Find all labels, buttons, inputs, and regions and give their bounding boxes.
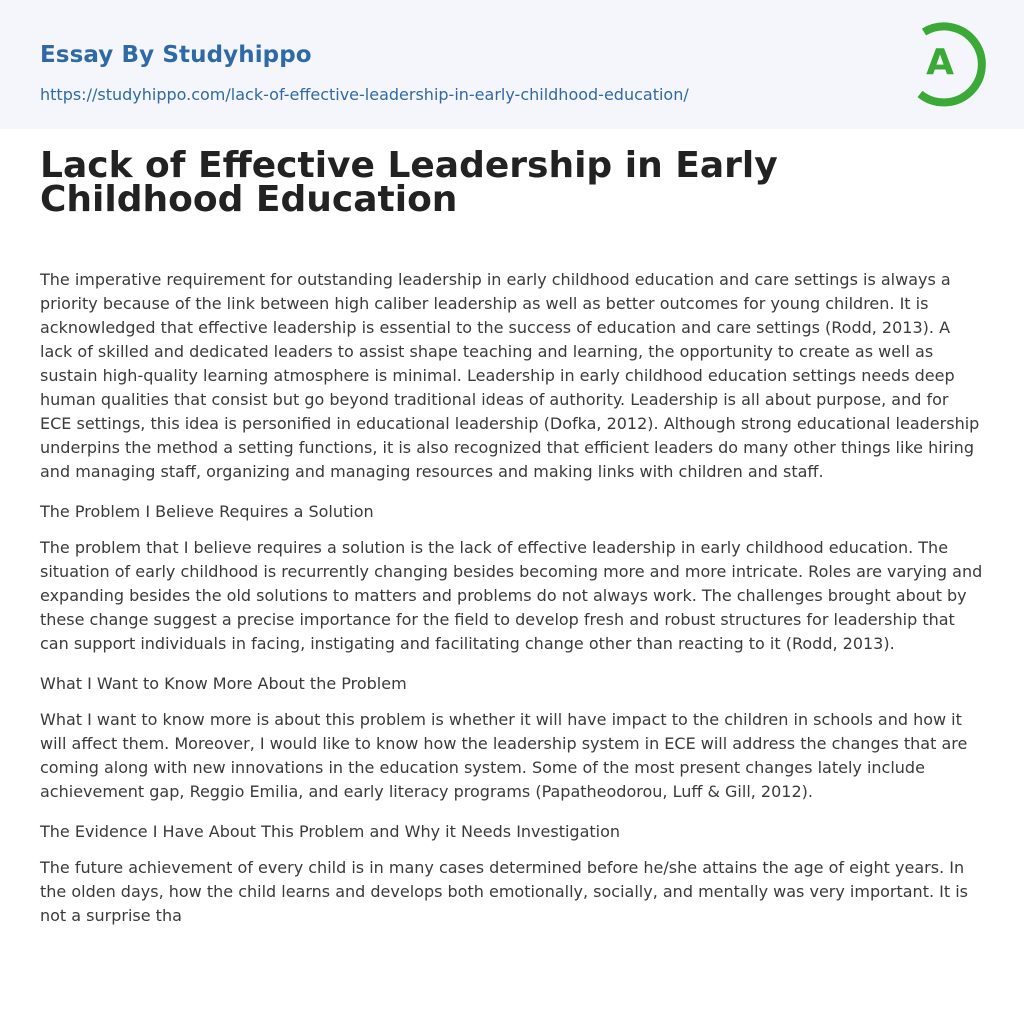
article-title: Lack of Effective Leadership in Early Childhood Education (40, 145, 778, 220)
paragraph: What I want to know more is about this problem is whether it will have impact to the children in schools and how it will affect them. Moreover, I would like to know how the leadership system in ECE will address the changes that are coming along with new innovations in the education system. Some of the most present changes lately include achievement gap, Reggio Emilia, and early literacy programs (Papatheodorou, Luff & Gill, 2012). (40, 710, 968, 801)
logo-letter: A (926, 42, 954, 83)
site-brand[interactable]: Essay By Studyhippo (40, 42, 312, 68)
paragraph: The imperative requirement for outstanding leadership in early childhood education and care settings is always a priority because of the link between high caliber leadership as well as better outcomes for young children. It is acknowledged that effective leadership is essential to the success of education and care settings (Rodd, 2013). A lack of skilled and dedicated leaders to assist shape teaching and learning, the opportunity to create as well as sustain high-quality learning atmosphere is minimal. Leadership in early childhood education settings needs deep human qualities that consist but go beyond traditional ideas of authority. Leadership is all about purpose, and for ECE settings, this idea is personified in educational leadership (Dofka, 2012). Although strong educational leadership underpins the method a setting functions, it is also recognized that efficient leaders do many other things like hiring and managing staff, organizing and managing resources and making links with children and staff. (40, 270, 980, 481)
paragraph: The problem that I believe requires a solution is the lack of effective leadership in early childhood education. The situation of early childhood is recurrently changing besides becoming more and more intricate. Roles are varying and expanding besides the old solutions to matters and problems do not always work. The challenges brought about by these change suggest a precise importance for the field to develop fresh and robust structures for leadership that can support individuals in facing, instigating and facilitating change other than reacting to it (Rodd, 2013). (40, 538, 983, 653)
article-body (40, 268, 984, 944)
section-heading: What I Want to Know More About the Problem (40, 674, 407, 693)
section-heading: The Evidence I Have About This Problem and Why it Needs Investigation (40, 822, 621, 841)
section-heading: The Problem I Believe Requires a Solution (40, 502, 374, 521)
paragraph: The future achievement of every child is in many cases determined before he/she attains the age of eight years. In the olden days, how the child learns and develops both emotionally, socially, and mentally was very important. It is not a surprise tha (40, 858, 968, 925)
article-url-link[interactable]: https://studyhippo.com/lack-of-effective-leadership-in-early-childhood-education/ (40, 85, 689, 104)
